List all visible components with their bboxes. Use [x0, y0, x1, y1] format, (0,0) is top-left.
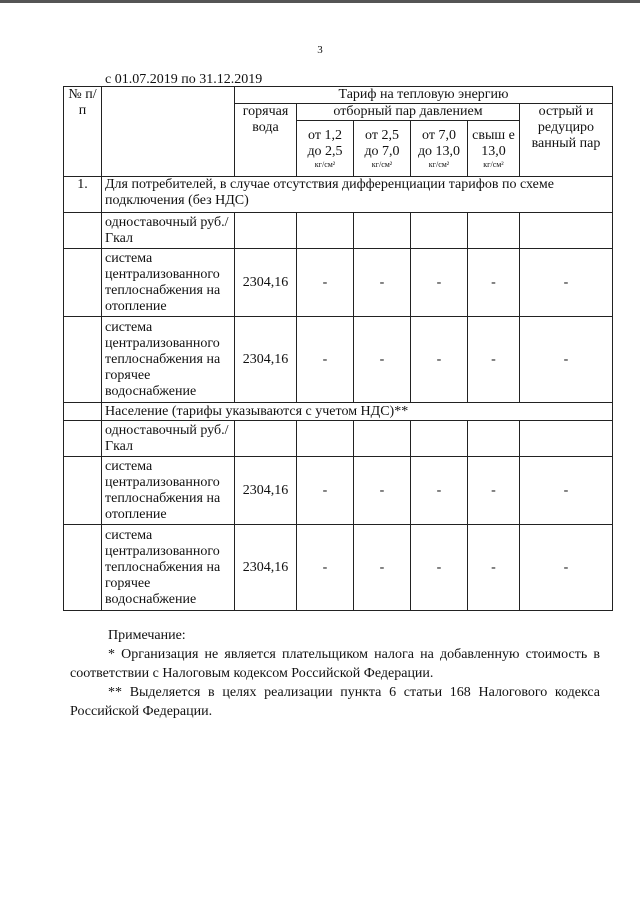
header-steam-1: от 1,2 до 2,5 кг/см² — [297, 121, 354, 177]
period-label: с 01.07.2019 по 31.12.2019 — [105, 72, 263, 87]
header-num: № п/п — [64, 87, 102, 177]
header-acute-steam: острый и редуциро ванный пар — [520, 104, 613, 177]
value-cell: 2304,16 — [235, 525, 297, 611]
table-row: система централизованного теплоснабжения на горячее водоснабжение 2304,16 - - - - - — [64, 525, 613, 611]
header-steam-3: от 7,0 до 13,0 кг/см² — [411, 121, 468, 177]
section2-title: Население (тарифы указываются с учетом НДС)** — [102, 403, 613, 421]
row-label: система централизованного теплоснабжения на горячее водоснабжение — [102, 525, 235, 611]
row-label: система централизованного теплоснабжения на отопление — [102, 249, 235, 317]
table-row — [64, 421, 613, 457]
row-label: система централизованного теплоснабжения на отопление — [102, 457, 235, 525]
header-hot-water: горячая вода — [235, 104, 297, 177]
tariff-table — [63, 86, 613, 611]
value-cell: 2304,16 — [235, 317, 297, 403]
row-label: одноставочный руб./Гкал — [102, 213, 235, 249]
value-cell: 2304,16 — [235, 457, 297, 525]
note-2: ** Выделяется в целях реализации пункта 6 статьи 168 Налогового кодекса Российской Федерации. — [70, 685, 600, 719]
table-row — [64, 213, 613, 249]
header-blank — [102, 87, 235, 177]
table-row: система централизованного теплоснабжения на отопление 2304,16 - - - - - — [64, 457, 613, 525]
row-label: одноставочный руб./Гкал — [102, 421, 235, 457]
section1-title: Для потребителей, в случае отсутствия дифференциации тарифов по схеме подключения (без НДС) — [102, 177, 613, 213]
note-1: * Организация не является плательщиком налога на добавленную стоимость в соответствии с Налоговым кодексом Российской Федерации. — [70, 647, 600, 681]
section1-num: 1. — [64, 177, 102, 213]
row-label: система централизованного теплоснабжения на горячее водоснабжение — [102, 317, 235, 403]
notes — [70, 626, 600, 721]
table-row: система централизованного теплоснабжения на горячее водоснабжение 2304,16 - - - - - — [64, 317, 613, 403]
header-steam-2: от 2,5 до 7,0 кг/см² — [354, 121, 411, 177]
top-rule — [0, 0, 640, 3]
table-row: система централизованного теплоснабжения на отопление 2304,16 - - - - - — [64, 249, 613, 317]
notes-title: Примечание: — [108, 628, 186, 643]
header-steam-4: свыш е 13,0 кг/см² — [468, 121, 520, 177]
header-steam-title: отборный пар давлением — [297, 104, 520, 121]
value-cell: 2304,16 — [235, 249, 297, 317]
header-group-title: Тариф на тепловую энергию — [235, 87, 613, 104]
page-number: 3 — [317, 44, 323, 56]
